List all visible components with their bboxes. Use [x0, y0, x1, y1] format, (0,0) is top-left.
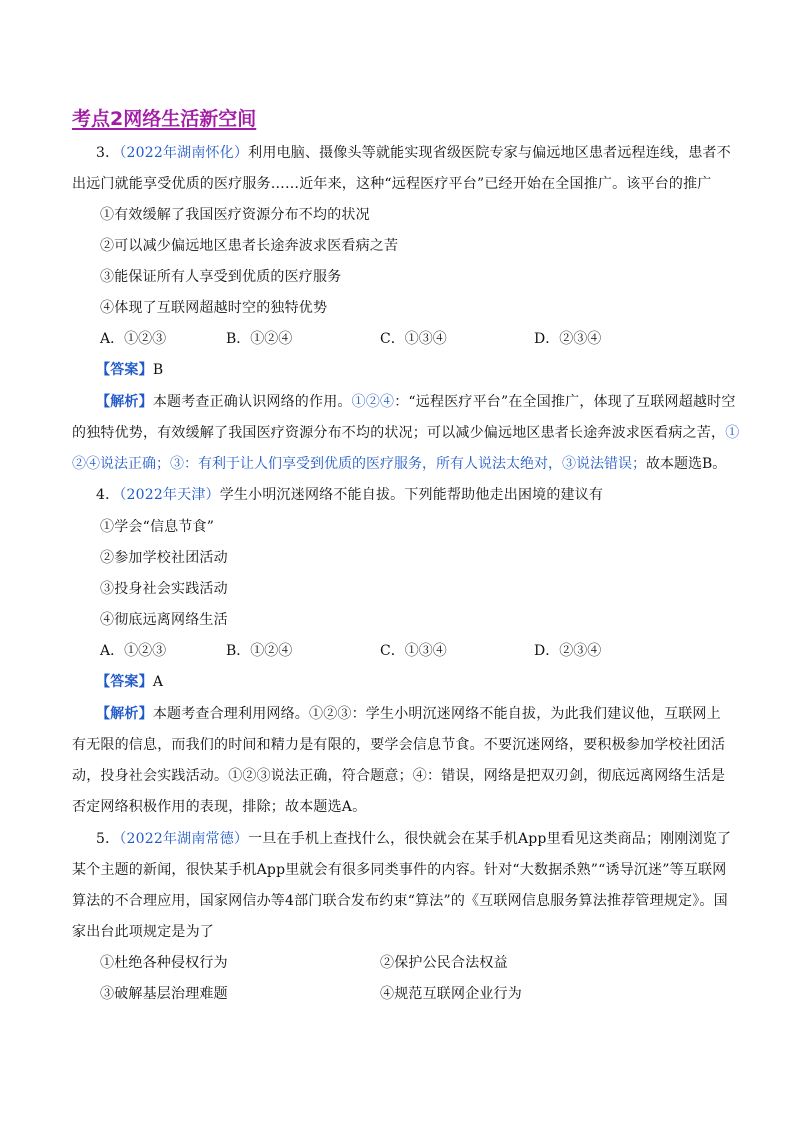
q5-item-2: ②保护公民合法权益 [380, 955, 508, 971]
q4-item-3: ③投身社会实践活动 [100, 581, 228, 597]
q3-analysis-3b: 故本题选B。 [646, 456, 727, 472]
q3-stem-line-1 [96, 143, 731, 163]
q4-stem [96, 485, 603, 505]
q4-option-a: A．①②③ [100, 643, 167, 659]
q3-option-b: B．①②④ [226, 331, 293, 347]
q3-item-1: ①有效缓解了我国医疗资源分布不均的状况 [100, 207, 370, 223]
q3-analysis-line-1 [96, 392, 736, 412]
q3-analysis-3a: ②④说法正确；③：有利于让人们享受到优质的医疗服务，所有人说法太绝对，③说法错误； [72, 456, 646, 472]
q3-answer-label: 【答案】 [96, 362, 153, 378]
q4-option-d: D．②③④ [534, 643, 602, 659]
q5-stem-line-4: 家出台此项规定是为了 [72, 924, 214, 940]
q4-option-b: B．①②④ [226, 643, 293, 659]
q3-analysis-2a: 的独特优势，有效缓解了我国医疗资源分布不均的状况；可以减少偏远地区患者长途奔波求医看病之苦， [72, 425, 726, 441]
q3-analysis-line-2 [72, 423, 739, 443]
q5-stem-1: 一旦在手机上查找什么，很快就会在某手机App里看见这类商品；刚刚浏览了 [248, 831, 732, 847]
q5-stem-line-1 [96, 829, 731, 849]
q4-analysis-line-1 [96, 704, 721, 724]
q5-stem-line-2: 某个主题的新闻，很快某手机App里就会有很多同类事件的内容。针对“大数据杀熟”“诱导沉迷”等互联网 [72, 862, 727, 878]
q3-option-d: D．②③④ [534, 331, 602, 347]
q4-source: （2022年天津） [119, 487, 220, 503]
q4-item-4: ④彻底远离网络生活 [100, 612, 228, 628]
q3-stem-1: 利用电脑、摄像头等就能实现省级医院专家与偏远地区患者远程连线，患者不 [248, 145, 731, 161]
q4-analysis-label: 【解析】 [96, 706, 153, 722]
q5-item-1: ①杜绝各种侵权行为 [100, 955, 228, 971]
q3-option-c: C．①③④ [380, 331, 447, 347]
q4-answer [96, 672, 163, 692]
q3-item-4: ④体现了互联网超越时空的独特优势 [100, 300, 328, 316]
q3-analysis-1a: 本题考查正确认识网络的作用。 [152, 394, 352, 410]
q3-option-a: A．①②③ [100, 331, 167, 347]
q4-answer-value: A [152, 674, 164, 690]
q4-stem-text: 学生小明沉迷网络不能自拔。下列能帮助他走出困境的建议有 [219, 487, 604, 503]
q4-option-c: C．①③④ [380, 643, 447, 659]
q5-number: 5． [96, 831, 120, 847]
q4-item-1: ①学会“信息节食” [100, 519, 215, 535]
q4-analysis-1: 本题考查合理利用网络。①②③：学生小明沉迷网络不能自拔，为此我们建议他，互联网上 [152, 706, 721, 722]
q3-answer [96, 360, 163, 380]
q3-analysis-1b: ①②④ [351, 394, 395, 410]
q3-number: 3． [96, 145, 120, 161]
q3-source: （2022年湖南怀化） [119, 145, 249, 161]
q3-stem-line-2: 出远门就能享受优质的医疗服务……近年来，这种“远程医疗平台”已经开始在全国推广。该平台的推广 [72, 176, 712, 192]
q5-source: （2022年湖南常德） [119, 831, 249, 847]
q4-analysis-line-4: 否定网络积极作用的表现，排除；故本题选A。 [72, 799, 367, 815]
q4-answer-label: 【答案】 [96, 674, 153, 690]
q4-number: 4． [96, 487, 120, 503]
q5-stem-line-3: 算法的不合理应用，国家网信办等4部门联合发布约束“算法”的《互联网信息服务算法推荐管理规定》。国 [72, 893, 728, 909]
q3-analysis-2b: ① [725, 425, 740, 441]
q4-item-2: ②参加学校社团活动 [100, 550, 228, 566]
q3-analysis-label: 【解析】 [96, 394, 153, 410]
q3-answer-value: B [152, 362, 164, 378]
q3-analysis-line-3 [72, 454, 726, 474]
q3-analysis-1c: ：“远程医疗平台”在全国推广，体现了互联网超越时空 [394, 394, 736, 410]
q5-item-3: ③破解基层治理难题 [100, 986, 228, 1002]
q5-item-4: ④规范互联网企业行为 [380, 986, 522, 1002]
section-heading: 考点2网络生活新空间 [72, 108, 257, 130]
q3-item-2: ②可以减少偏远地区患者长途奔波求医看病之苦 [100, 238, 399, 254]
q4-analysis-line-2: 有无限的信息，而我们的时间和精力是有限的，要学会信息节食。不要沉迷网络，要积极参加学校社团活 [72, 737, 726, 753]
q3-item-3: ③能保证所有人享受到优质的医疗服务 [100, 269, 342, 285]
q4-analysis-line-3: 动，投身社会实践活动。①②③说法正确，符合题意；④：错误，网络是把双刃剑，彻底远离网络生活是 [72, 768, 726, 784]
